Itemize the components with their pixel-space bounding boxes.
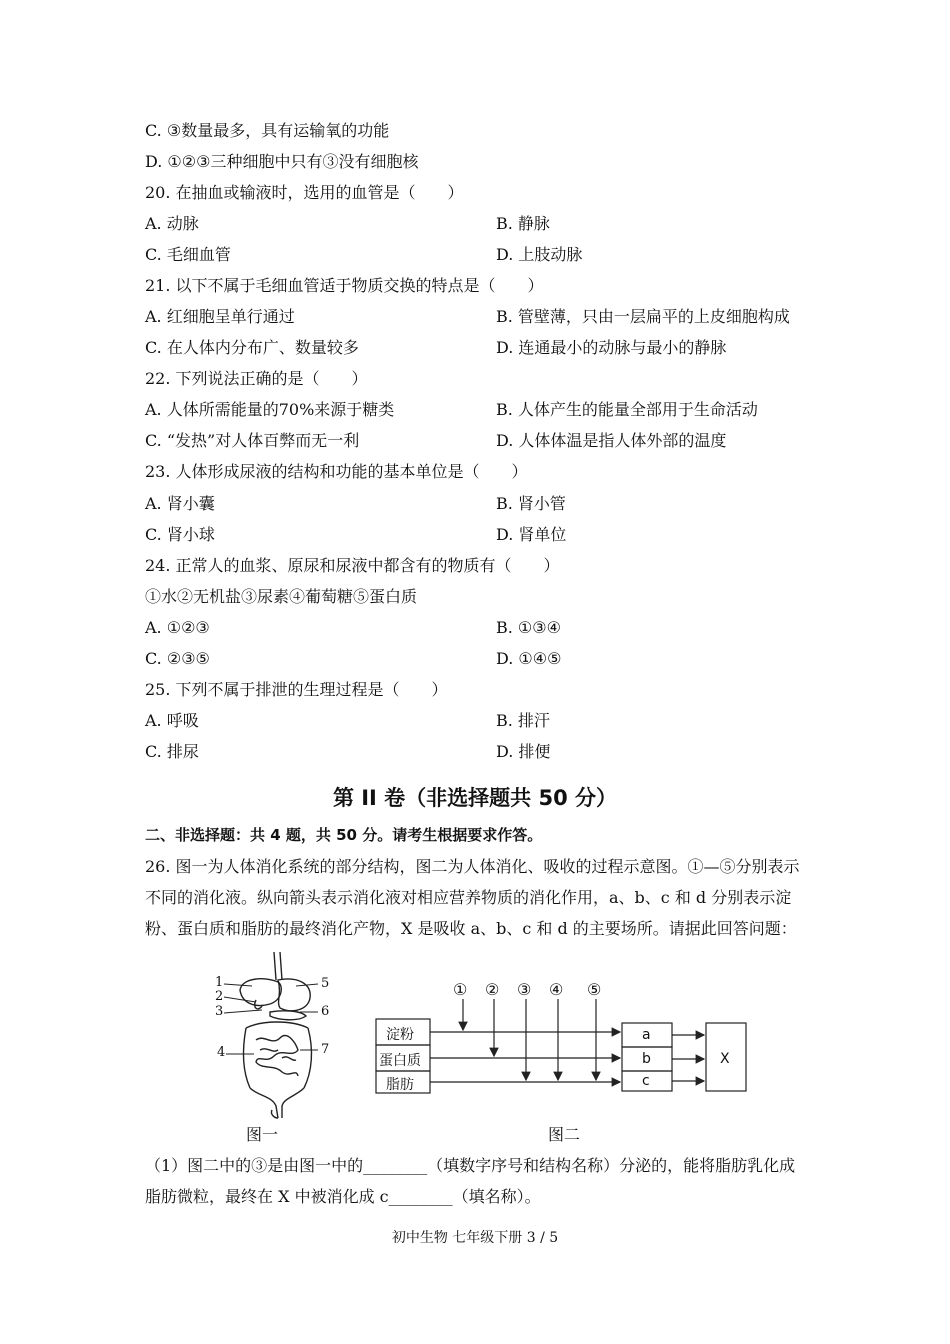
- question-23-option-b: B. 肾小管: [496, 494, 566, 513]
- figure-2-juice-5: ⑤: [587, 980, 602, 999]
- question-24-option-a: A. ①②③: [145, 618, 210, 637]
- question-20-stem: 20. 在抽血或输液时，选用的血管是（ ）: [145, 183, 464, 202]
- figure-1-label-3: 3: [215, 1004, 224, 1019]
- question-26-stem: 26. 图一为人体消化系统的部分结构，图二为人体消化、吸收的过程示意图。①—⑤分别表示不同的消化液。纵向箭头表示消化液对相应营养物质的消化作用，a、b、c 和 d 分别表示淀粉、蛋白质和脂肪的最终消化产物，X 是吸收 a、b、c 和 d 的主要场所。请据此回答问题：: [145, 857, 800, 938]
- question-21-option-d: D. 连通最小的动脉与最小的静脉: [496, 338, 727, 357]
- question-20-option-d: D. 上肢动脉: [496, 245, 583, 264]
- question-21-option-c: C. 在人体内分布广、数量较多: [145, 338, 359, 357]
- question-23-option-a: A. 肾小囊: [145, 494, 215, 513]
- question-26-part-1: （1）图二中的③是由图一中的________（填数字序号和结构名称）分泌的，能将脂肪乳化成脂肪微粒，最终在 X 中被消化成 c________（填名称）。: [145, 1156, 796, 1206]
- question-25-option-a: A. 呼吸: [145, 711, 199, 730]
- figure-1-caption: 图一: [246, 1125, 279, 1144]
- question-24-stem: 24. 正常人的血浆、原尿和尿液中都含有的物质有（ ）: [145, 556, 560, 575]
- question-21-option-b: B. 管壁薄，只由一层扁平的上皮细胞构成: [496, 307, 790, 326]
- question-22-option-b: B. 人体产生的能量全部用于生命活动: [496, 400, 758, 419]
- question-23-stem: 23. 人体形成尿液的结构和功能的基本单位是（ ）: [145, 462, 528, 481]
- figure-1-label-5: 5: [321, 976, 330, 991]
- figure-1-label-6: 6: [321, 1004, 330, 1019]
- question-19-option-d: D. ①②③三种细胞中只有③没有细胞核: [145, 152, 419, 171]
- question-20-option-b: B. 静脉: [496, 214, 550, 233]
- question-23-option-c: C. 肾小球: [145, 525, 215, 544]
- question-24-option-b: B. ①③④: [496, 618, 561, 637]
- question-22-option-c: C. “发热”对人体百弊而无一利: [145, 431, 360, 450]
- figure-2-nutrient-fat: 脂肪: [386, 1077, 414, 1093]
- question-23-option-d: D. 肾单位: [496, 525, 567, 544]
- figure-2-absorb-x: X: [720, 1051, 730, 1067]
- section-title: 第 II 卷（非选择题共 50 分）: [332, 786, 618, 810]
- question-24-option-c: C. ②③⑤: [145, 649, 210, 668]
- figure-2-juice-2: ②: [485, 980, 500, 999]
- question-24-option-d: D. ①④⑤: [496, 649, 562, 668]
- figure-2-product-b: b: [642, 1051, 651, 1067]
- question-20-option-a: A. 动脉: [145, 214, 199, 233]
- figure-2-juice-3: ③: [517, 980, 532, 999]
- figure-2-juice-1: ①: [453, 980, 468, 999]
- question-25-option-c: C. 排尿: [145, 742, 199, 761]
- question-25-stem: 25. 下列不属于排泄的生理过程是（ ）: [145, 680, 448, 699]
- question-22-stem: 22. 下列说法正确的是（ ）: [145, 369, 368, 388]
- figure-2-caption: 图二: [548, 1125, 581, 1144]
- figure-2-nutrient-starch: 淀粉: [386, 1027, 414, 1043]
- figure-2-nutrient-protein: 蛋白质: [379, 1053, 421, 1069]
- page-footer: 初中生物 七年级下册 3 / 5: [391, 1230, 559, 1246]
- question-22-option-a: A. 人体所需能量的70%来源于糖类: [145, 400, 395, 419]
- question-20-option-c: C. 毛细血管: [145, 245, 231, 264]
- question-25-option-b: B. 排汗: [496, 711, 550, 730]
- question-25-option-d: D. 排便: [496, 742, 551, 761]
- figure-1-label-7: 7: [321, 1042, 330, 1057]
- section-subtitle: 二、非选择题：共 4 题，共 50 分。请考生根据要求作答。: [145, 826, 543, 844]
- figure-1-label-1: 1: [215, 975, 224, 990]
- figure-2-juice-4: ④: [549, 980, 564, 999]
- question-21-option-a: A. 红细胞呈单行通过: [145, 307, 295, 326]
- question-24-substances: ①水②无机盐③尿素④葡萄糖⑤蛋白质: [145, 587, 418, 606]
- figure-1-label-4: 4: [217, 1045, 226, 1060]
- figure-2-product-c: c: [642, 1073, 650, 1089]
- figure-1-label-2: 2: [215, 989, 224, 1004]
- question-21-stem: 21. 以下不属于毛细血管适于物质交换的特点是（ ）: [145, 276, 544, 295]
- question-22-option-d: D. 人体体温是指人体外部的温度: [496, 431, 727, 450]
- question-19-option-c: C. ③数量最多，具有运输氧的功能: [145, 121, 390, 140]
- figure-2-product-a: a: [642, 1027, 651, 1043]
